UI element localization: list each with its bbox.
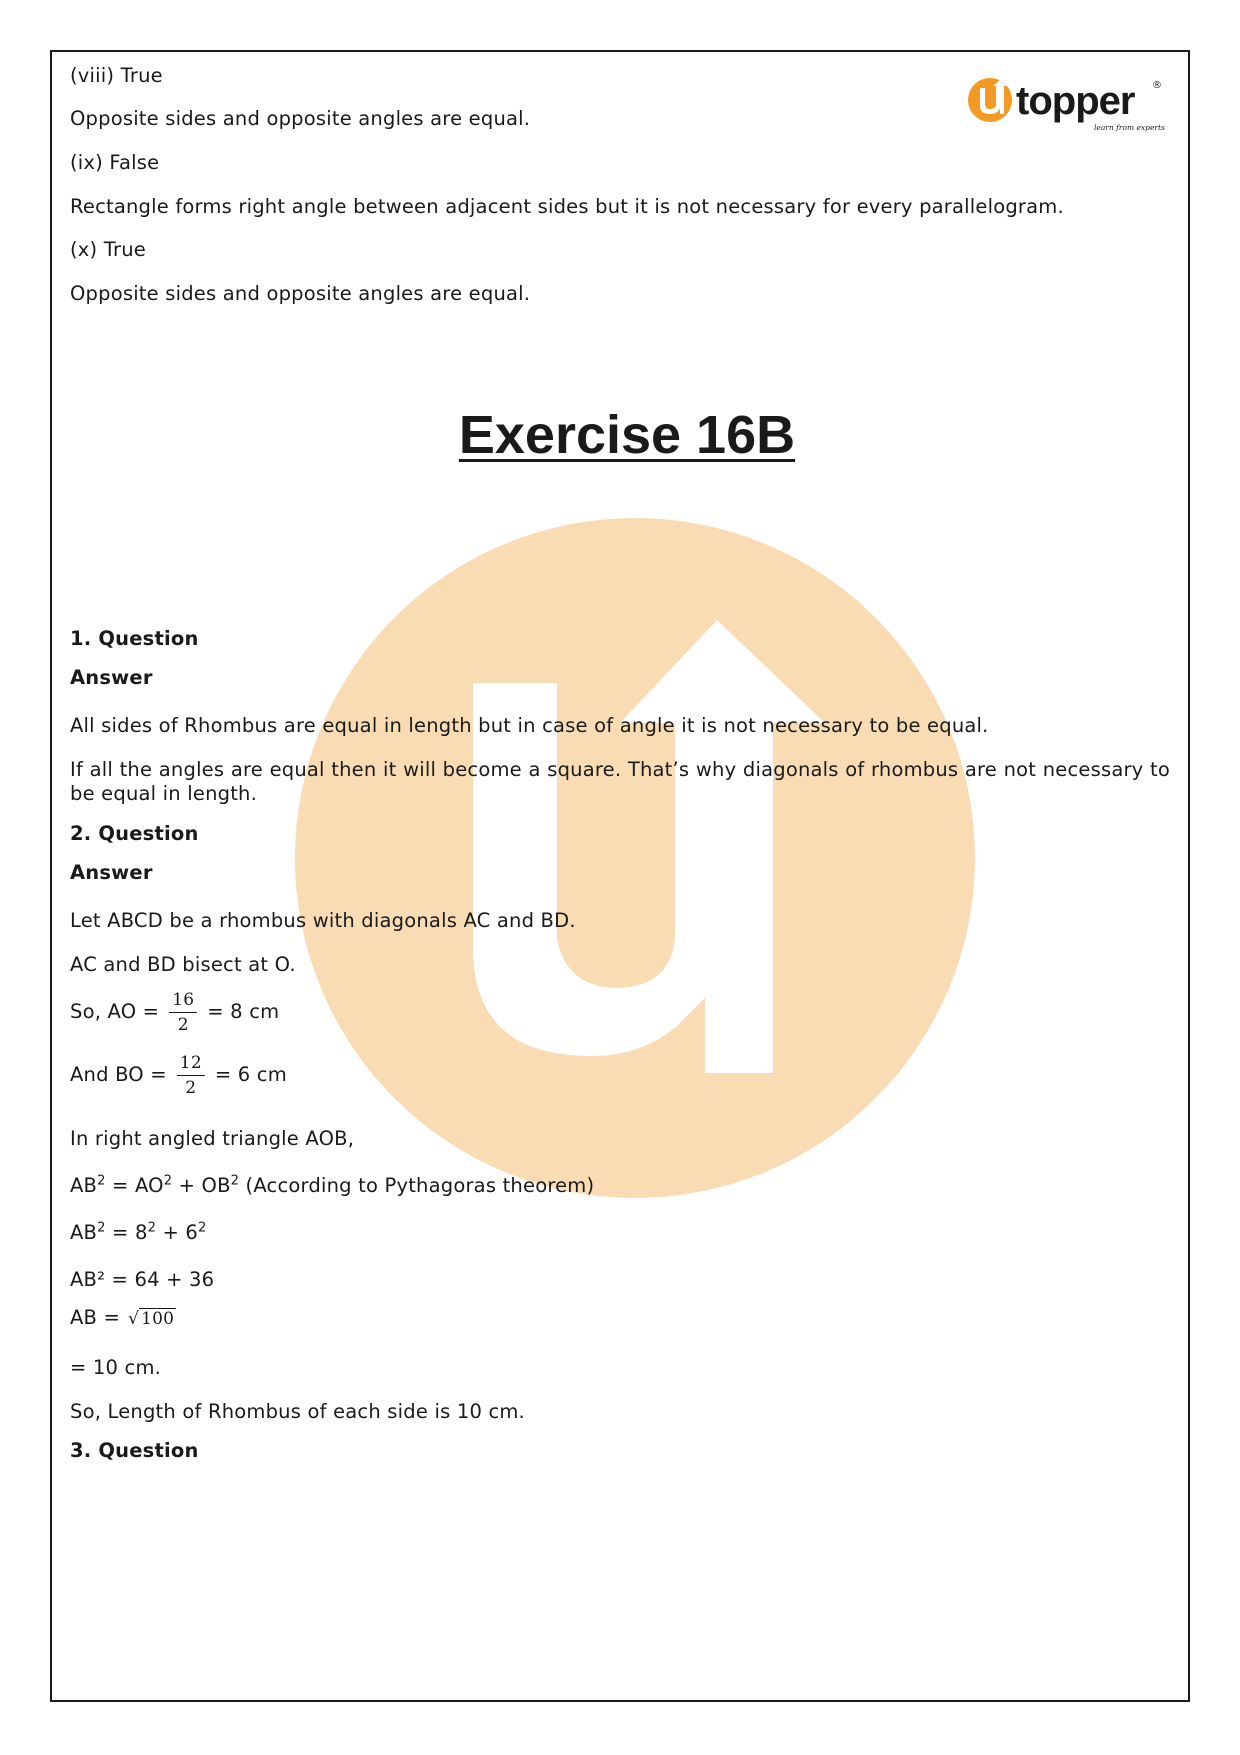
ao-denominator: 2 (177, 1015, 189, 1035)
svg-text:®: ® (1152, 80, 1162, 91)
ao-prefix: So, AO = (70, 1000, 160, 1023)
pythagoras-note: (According to Pythagoras theorem) (245, 1174, 595, 1197)
radicand: 100 (141, 1309, 175, 1329)
answer-1-paragraph-1: All sides of Rhombus are equal in length but in case of angle it is not necessary to be equal. (70, 714, 989, 737)
answer-2-line-5: So, Length of Rhombus of each side is 10 cm. (70, 1400, 525, 1423)
ao-result: = 8 cm (207, 1000, 280, 1023)
answer-1-label: Answer (70, 666, 153, 689)
question-1-label: 1. Question (70, 627, 199, 650)
answer-2-line-1: Let ABCD be a rhombus with diagonals AC and BD. (70, 909, 576, 932)
answer-2-line-4: = 10 cm. (70, 1356, 162, 1379)
bo-equation (70, 1053, 287, 1098)
answer-2-label: Answer (70, 861, 153, 884)
pythagoras-equation: $AB^2 = AO^2 + OB^2$ (According to Pythagoras theorem) (70, 1173, 595, 1197)
answer-viii-text: Opposite sides and opposite angles are equal. (70, 107, 531, 130)
watermark-logo-icon (295, 518, 975, 1198)
svg-text:topper: topper (1016, 79, 1135, 123)
ab-prefix: AB = (70, 1306, 121, 1329)
topper-logo (966, 72, 1166, 138)
question-3-label: 3. Question (70, 1439, 199, 1462)
answer-x-label: (x) True (70, 238, 146, 261)
exercise-title: Exercise 16B (458, 405, 796, 465)
answer-ix-label: (ix) False (70, 151, 160, 174)
svg-text:learn from experts: learn from experts (1094, 123, 1165, 132)
substitution-equation: $AB^2 = 8^2 + 6^2$ (70, 1220, 207, 1244)
answer-2-line-3: In right angled triangle AOB, (70, 1127, 355, 1150)
square-root: √ 100 (128, 1309, 175, 1329)
bo-fraction (177, 1053, 205, 1098)
answer-x-text: Opposite sides and opposite angles are equal. (70, 282, 531, 305)
question-2-label: 2. Question (70, 822, 199, 845)
bo-prefix: And BO = (70, 1063, 167, 1086)
answer-2-line-2: AC and BD bisect at O. (70, 953, 296, 976)
answer-viii-label: (viii) True (70, 64, 163, 87)
answer-1-paragraph-2: If all the angles are equal then it will become a square. That’s why diagonals of rhombus are not necessary to be equal in length. (70, 758, 1170, 805)
ao-fraction (169, 990, 197, 1035)
bo-result: = 6 cm (214, 1063, 287, 1086)
ao-equation (70, 990, 279, 1035)
answer-ix-text: Rectangle forms right angle between adjacent sides but it is not necessary for every parallelogram. (70, 195, 1064, 218)
bo-denominator: 2 (185, 1078, 197, 1098)
sum-equation: AB² = 64 + 36 (70, 1268, 215, 1291)
ao-numerator: 16 (169, 990, 197, 1013)
root-equation (70, 1306, 176, 1331)
bo-numerator: 12 (177, 1053, 205, 1076)
